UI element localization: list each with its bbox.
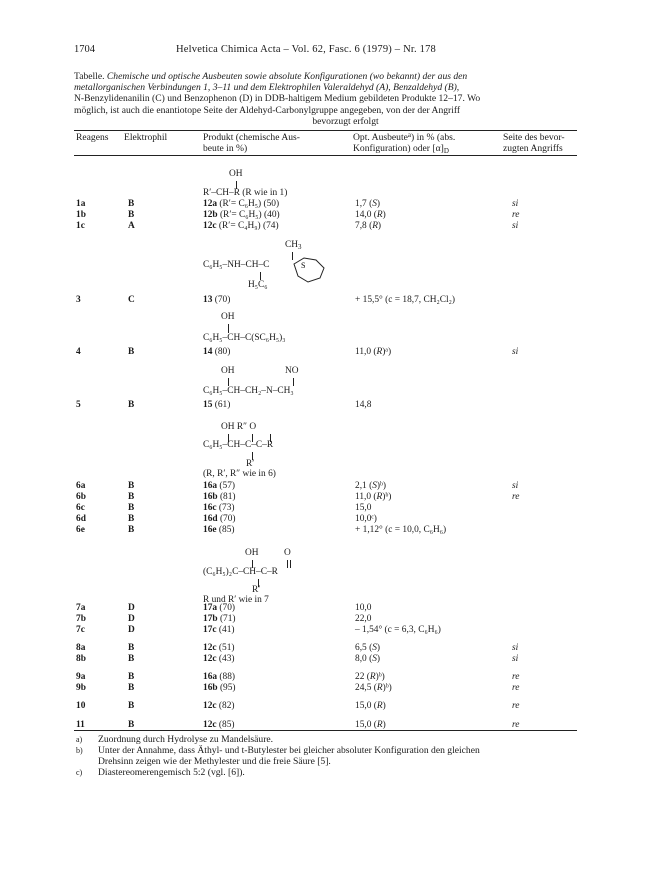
table-header-rule xyxy=(74,155,577,156)
cell-seite: si xyxy=(512,199,519,209)
cell-seite: re xyxy=(512,701,520,711)
structure-6-o: O xyxy=(284,548,291,558)
cell-produkt: 12c (R′= C₄H₉) (74) xyxy=(203,221,279,231)
cell-elektrophil: B xyxy=(128,503,135,513)
cell-elektrophil: B xyxy=(128,525,135,535)
cell-opt-ausbeute: 14,8 xyxy=(355,400,372,410)
table-bottom-rule xyxy=(74,730,577,731)
footnote-mark: c) xyxy=(76,768,83,777)
col-opt-line2: Konfiguration) oder [α] xyxy=(353,143,444,154)
cell-seite: re xyxy=(512,210,520,220)
cell-elektrophil: B xyxy=(128,683,135,693)
caption-line-4: möglich, ist auch die enantiotope Seite der Aldehyd-Carbonylgruppe angegeben, von der der Angriff xyxy=(74,104,461,116)
cell-opt-ausbeute: 11,0 (R)ᵇ) xyxy=(355,492,392,502)
cell-opt-ausbeute: 24,5 (R)ᵇ) xyxy=(355,683,392,693)
cell-reagens: 11 xyxy=(76,720,85,730)
col-elektrophil: Elektrophil xyxy=(124,132,168,143)
cell-produkt: 16d (70) xyxy=(203,514,236,524)
structure-6-note: R und R′ wie in 7 xyxy=(203,595,269,605)
footnote-mark: b) xyxy=(76,746,83,755)
cell-produkt: 12c (82) xyxy=(203,701,235,711)
cell-elektrophil: B xyxy=(128,481,135,491)
cell-opt-ausbeute: + 15,5° (c = 18,7, CH₂Cl₂) xyxy=(355,295,456,305)
structure-4-bond-a xyxy=(228,378,229,386)
cell-elektrophil: B xyxy=(128,654,135,664)
structure-3: C₆H₅–CH–C(SC₆H₅)₃ xyxy=(203,333,286,343)
journal-header: Helvetica Chimica Acta – Vol. 62, Fasc. 6 (1979) – Nr. 178 xyxy=(176,44,436,55)
cell-reagens: 9b xyxy=(76,683,86,693)
table-top-rule xyxy=(74,130,577,131)
cell-reagens: 7c xyxy=(76,625,85,635)
structure-4-no: NO xyxy=(285,366,299,376)
caption-line-2: metallorganischen Verbindungen 1, 3–11 und dem Elektrophilen Valeraldehyd (A), Benzaldehyd (B), xyxy=(74,82,460,94)
cell-elektrophil: B xyxy=(128,643,135,653)
structure-6: (C₆H₅)₂C–CH–C–R xyxy=(203,567,278,577)
cell-elektrophil: B xyxy=(128,720,135,730)
structure-2-bond-bottom xyxy=(260,272,261,280)
cell-reagens: 8a xyxy=(76,643,86,653)
cell-produkt: 12a (R′= C₆H₅) (50) xyxy=(203,199,280,209)
cell-reagens: 10 xyxy=(76,701,86,711)
cell-produkt: 16a (57) xyxy=(203,481,236,491)
structure-1: R′–CH–R (R wie in 1) xyxy=(203,188,288,198)
cell-produkt: 12c (51) xyxy=(203,643,235,653)
caption-label: Tabelle. xyxy=(74,71,107,82)
cell-reagens: 6d xyxy=(76,514,86,524)
cell-opt-ausbeute: 10,0ᶜ) xyxy=(355,514,377,524)
cell-opt-ausbeute: 8,0 (S) xyxy=(355,654,380,664)
cell-elektrophil: D xyxy=(128,603,135,613)
cell-opt-ausbeute: – 1,54° (c = 6,3, C₆H₆) xyxy=(355,625,441,635)
cell-produkt: 12b (R′= C₆H₅) (40) xyxy=(203,210,280,220)
page-number: 1704 xyxy=(74,44,95,55)
structure-1-oh: OH xyxy=(229,169,243,179)
cell-reagens: 6a xyxy=(76,481,86,491)
cell-produkt: 17c (41) xyxy=(203,625,235,635)
cell-opt-ausbeute: 22 (R)ᵇ) xyxy=(355,672,385,682)
cell-reagens: 1b xyxy=(76,210,86,220)
cell-opt-ausbeute: 15,0 xyxy=(355,503,372,513)
cell-elektrophil: B xyxy=(128,701,135,711)
cell-elektrophil: C xyxy=(128,295,135,305)
cell-reagens: 5 xyxy=(76,400,81,410)
cell-produkt: 17a (70) xyxy=(203,603,236,613)
col-opt-sub: D xyxy=(443,147,449,155)
cell-reagens: 8b xyxy=(76,654,86,664)
cell-produkt: 13 (70) xyxy=(203,295,231,305)
cell-seite: re xyxy=(512,492,520,502)
cell-elektrophil: B xyxy=(128,400,135,410)
ring-s-label: S xyxy=(301,261,306,270)
cell-reagens: 9a xyxy=(76,672,86,682)
cell-reagens: 6b xyxy=(76,492,86,502)
cell-seite: re xyxy=(512,683,520,693)
cell-opt-ausbeute: 10,0 xyxy=(355,603,372,613)
structure-2: C₆H₅–NH–CH–C xyxy=(203,260,270,270)
structure-4-bond-b xyxy=(293,378,294,386)
cell-reagens: 7b xyxy=(76,614,86,624)
cell-elektrophil: B xyxy=(128,199,135,209)
col-opt-sup: a xyxy=(407,131,412,139)
cell-opt-ausbeute: 15,0 (R) xyxy=(355,720,386,730)
cell-seite: si xyxy=(512,643,519,653)
cell-elektrophil: B xyxy=(128,672,135,682)
cell-seite: re xyxy=(512,672,520,682)
cell-reagens: 7a xyxy=(76,603,86,613)
cell-elektrophil: B xyxy=(128,514,135,524)
dithiane-ring-icon xyxy=(292,256,326,286)
col-opt-text: Opt. Ausbeute xyxy=(353,132,408,143)
structure-6-bond-b xyxy=(287,560,288,568)
cell-reagens: 3 xyxy=(76,295,81,305)
cell-produkt: 16a (88) xyxy=(203,672,236,682)
footnote-mark: a) xyxy=(76,735,83,744)
cell-opt-ausbeute: 14,0 (R) xyxy=(355,210,386,220)
cell-produkt: 12c (85) xyxy=(203,720,235,730)
footnote-text: Diastereomerengemisch 5:2 (vgl. [6]). xyxy=(98,767,245,778)
col-seite-line2: zugten Angriffs xyxy=(503,143,563,154)
cell-seite: si xyxy=(512,481,519,491)
cell-opt-ausbeute: 1,7 (S) xyxy=(355,199,380,209)
cell-reagens: 6e xyxy=(76,525,85,535)
cell-seite: re xyxy=(512,720,520,730)
structure-6-bond-c xyxy=(290,560,291,568)
caption-line-3: N-Benzylidenanilin (C) und Benzophenon (D) in DDB-haltigem Medium gebildeten Produkte 12–17. Wo xyxy=(74,93,481,105)
structure-2-ch3: $CH_3$ xyxy=(285,240,302,251)
structure-5: C₆H₅–CH–C–C–R xyxy=(203,440,274,450)
caption-line-5: bevorzugt erfolgt xyxy=(312,115,379,127)
col-produkt-line2: beute in %) xyxy=(203,143,248,154)
structure-6-oh: OH xyxy=(245,548,259,558)
cell-produkt: 12c (43) xyxy=(203,654,235,664)
cell-reagens: 1c xyxy=(76,221,85,231)
cell-reagens: 4 xyxy=(76,347,81,357)
cell-opt-ausbeute: 7,8 (R) xyxy=(355,221,382,231)
structure-2-h5c6: H₅C₆ xyxy=(248,280,268,290)
caption-line-1: Chemische und optische Ausbeuten sowie absolute Konfigurationen (wo bekannt) der aus den xyxy=(106,71,468,82)
cell-elektrophil: D xyxy=(128,614,135,624)
cell-elektrophil: D xyxy=(128,625,135,635)
col-reagens: Reagens xyxy=(76,132,109,143)
footnote-text: Unter der Annahme, dass Äthyl- und t-Butylester bei gleicher absoluter Konfiguration den gleichen xyxy=(98,745,480,756)
col-produkt xyxy=(203,132,300,154)
cell-opt-ausbeute: + 1,12° (c = 10,0, C₆H₆) xyxy=(355,525,447,535)
cell-seite: si xyxy=(512,347,519,357)
cell-opt-ausbeute: 2,1 (S)ᵇ) xyxy=(355,481,387,491)
cell-opt-ausbeute: 11,0 (R)ᵃ) xyxy=(355,347,392,357)
footnote-text: Zuordnung durch Hydrolyse zu Mandelsäure. xyxy=(98,734,274,745)
cell-reagens: 1a xyxy=(76,199,86,209)
cell-opt-ausbeute: 22,0 xyxy=(355,614,372,624)
structure-4-oh: OH xyxy=(221,366,235,376)
cell-produkt: 17b (71) xyxy=(203,614,236,624)
cell-seite: si xyxy=(512,221,519,231)
cell-seite: si xyxy=(512,654,519,664)
col-seite xyxy=(503,132,565,154)
structure-4: C₆H₅–CH–CH₂–N–CH₃ xyxy=(203,386,294,396)
cell-reagens: 6c xyxy=(76,503,85,513)
col-produkt-line1: Produkt (chemische Aus- xyxy=(203,132,300,143)
structure-5-r: R′ xyxy=(246,459,255,469)
cell-elektrophil: B xyxy=(128,347,135,357)
footnote-text: Drehsinn zeigen wie der Methylester und die freie Säure [5]. xyxy=(98,756,331,767)
structure-6-r: R′ xyxy=(252,585,261,595)
cell-produkt: 16c (73) xyxy=(203,503,235,513)
cell-produkt: 16b (95) xyxy=(203,683,236,693)
cell-produkt: 15 (61) xyxy=(203,400,231,410)
cell-produkt: 16e (85) xyxy=(203,525,235,535)
structure-5-top: OH R″ O xyxy=(221,422,257,432)
structure-3-bond xyxy=(228,324,229,333)
col-opt-text2: ) in % (abs. xyxy=(411,132,456,143)
cell-opt-ausbeute: 6,5 (S) xyxy=(355,643,380,653)
cell-produkt: 16b (81) xyxy=(203,492,236,502)
cell-elektrophil: B xyxy=(128,492,135,502)
col-opt xyxy=(353,132,455,154)
cell-produkt: 14 (80) xyxy=(203,347,231,357)
structure-5-note: (R, R′, R″ wie in 6) xyxy=(203,469,276,479)
col-seite-line1: Seite des bevor- xyxy=(503,132,565,143)
cell-opt-ausbeute: 15,0 (R) xyxy=(355,701,386,711)
cell-elektrophil: A xyxy=(128,221,135,231)
structure-3-oh: OH xyxy=(221,312,235,322)
table-caption xyxy=(74,71,577,127)
cell-elektrophil: B xyxy=(128,210,135,220)
